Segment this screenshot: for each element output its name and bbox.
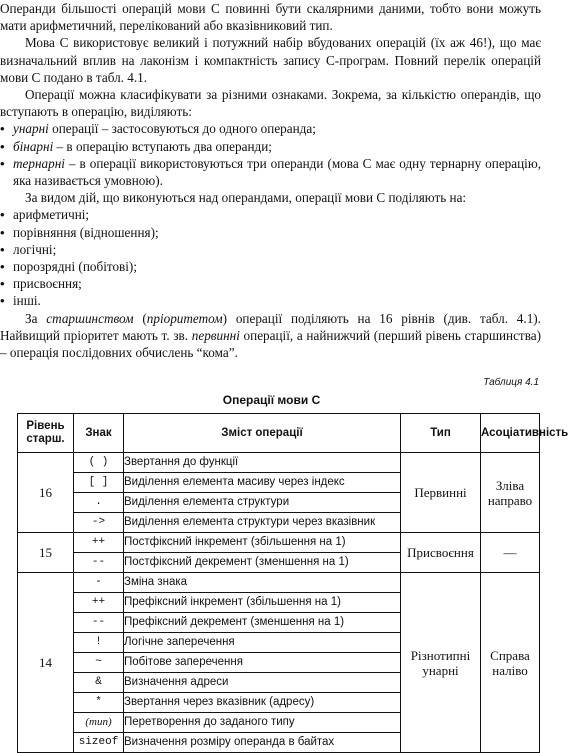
sign-cell: * [74,693,124,713]
text-run: операції, а найнижчий (перший рівень старшинства) – операція послідовних обчислень “кома”. [0,327,541,361]
list-item-ternary [0,155,541,189]
sign-cell: -- [74,553,124,573]
sign-cell: [ ] [74,473,124,493]
sign-cell: ++ [74,593,124,613]
paragraph-builtin-operations: Мова С використовує великий і потужний набір вбудованих операцій (їх аж 46!), що має визначальний вплив на лаконізм і компактність запису С-програм. Повний перелік операцій мови С подано в табл. 4.1. [0,35,541,85]
sign-cell: ++ [74,533,124,553]
header-type: Тип [401,414,481,453]
text-run: ) операції поділяють на 16 рівнів (див. табл. 4.1). Найвищий пріоритет мають т. зв. [0,310,541,343]
list-item: • порозрядні (побітові); [0,258,541,275]
term-priority: пріоритетом [146,310,223,326]
content-cell: Звертання до функції [124,453,401,473]
content-cell: Виділення елемента структури [124,493,401,513]
term-seniority: старшинством [46,310,134,326]
list-item-binary [0,138,541,155]
sign-cell: sizeof [74,733,124,753]
text-run: За [25,310,47,326]
table-number-caption: Таблиця 4.1 [483,377,539,388]
sign-cell: ~ [74,653,124,673]
table-header-row [18,414,540,453]
sign-cell: & [74,673,124,693]
table-row [18,573,540,593]
table-row [18,533,540,553]
action-list [0,206,541,309]
content-cell: Визначення адреси [124,673,401,693]
sign-cell: ( ) [74,453,124,473]
level-cell: 14 [18,573,74,753]
list-item-text: операції – застосовуються до одного операнда; [48,121,316,137]
paragraph-operand-types: Операнди більшості операцій мови С повинні бути скалярними даними, тобто вони можуть мати арифметичний, перелікований або вказівниковий тип. [0,1,541,34]
content-cell: Побітове заперечення [124,653,401,673]
content-cell: Виділення елемента масиву через індекс [124,473,401,493]
sign-cell: -> [74,513,124,533]
list-item: • інші. [0,292,541,309]
term-ternary: тернарні [13,155,65,171]
content-cell: Логічне заперечення [124,633,401,653]
sign-cell: ! [74,633,124,653]
level-cell: 15 [18,533,74,573]
term-unary: унарні [13,121,49,137]
sign-cell: . [74,493,124,513]
content-cell: Звертання через вказівник (адресу) [124,693,401,713]
term-primary: первинні [191,327,240,343]
list-item: • логічні; [0,241,541,258]
list-item: • порівняння (відношення); [0,224,541,241]
header-level: Рівень старш. [18,414,74,453]
content-cell: Префіксний інкремент (збільшення на 1) [124,593,401,613]
type-cell: Присвоєння [401,533,481,573]
sign-cell: (тип) [74,713,124,733]
table-title: Операції мови С [222,393,321,407]
header-associativity: Асоціативність [481,414,540,453]
header-sign: Знак [74,414,124,453]
content-cell: Постфіксний інкремент (збільшення на 1) [124,533,401,553]
list-item-text: – в операцію вступають два операнди; [53,138,272,154]
text-run: ( [133,310,147,326]
paragraph-action-types: За видом дій, що виконуються над операндами, операції мови С поділяють на: [25,190,467,206]
assoc-cell: Справа наліво [481,573,540,753]
list-item-unary [0,120,541,137]
arity-list [0,120,541,189]
list-item: • арифметичні; [0,206,541,223]
content-cell: Перетворення до заданого типу [124,713,401,733]
body-text [0,0,541,361]
assoc-cell: Зліва направо [481,453,540,533]
sign-cell: - [74,573,124,593]
content-cell: Визначення розміру операнда в байтах [124,733,401,753]
type-cell: Різнотипні унарні [401,573,481,753]
level-cell: 16 [18,453,74,533]
assoc-cell: — [481,533,540,573]
paragraph-classification: Операції можна класифікувати за різними ознаками. Зокрема, за кількістю операндів, що вступають в операцію, виділяють: [0,87,541,120]
term-binary: бінарні [13,138,54,154]
list-item-text: – в операції використовуються три операнди (мова С має одну тернарну операцію, яка називається умовною). [13,155,541,189]
content-cell: Зміна знака [124,573,401,593]
content-cell: Префіксний декремент (зменшення на 1) [124,613,401,633]
type-cell: Первинні [401,453,481,533]
operations-table [17,413,568,753]
content-cell: Виділення елемента структури через вказівник [124,513,401,533]
sign-cell: -- [74,613,124,633]
content-cell: Постфіксний декремент (зменшення на 1) [124,553,401,573]
list-item: • присвоєння; [0,275,541,292]
table-row [18,453,540,473]
paragraph-precedence [0,310,541,362]
header-content: Зміст операції [124,414,401,453]
